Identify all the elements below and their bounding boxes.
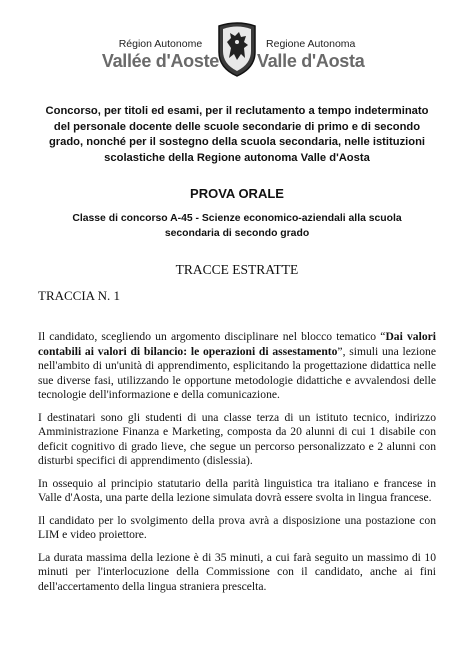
- trace-number: TRACCIA N. 1: [38, 288, 120, 303]
- logo-italian-small: Regione Autonoma: [266, 38, 356, 50]
- competition-class: Classe di concorso A-45 - Scienze economico-aziendali alla scuola secondaria di secondo grado: [72, 213, 402, 239]
- paragraph-4: Il candidato per lo svolgimento della prova avrà a disposizione una postazione con LIM e video proiettore.: [38, 513, 436, 541]
- paragraph-3: In ossequio al principio statutario della parità linguistica tra italiano e francese in Valle d'Aosta, una parte della lezione simulata dovrà essere svolta in lingua francese.: [38, 476, 436, 504]
- trace-body: [38, 330, 436, 602]
- paragraph-1-start: Il candidato, scegliendo un argomento disciplinare nel blocco tematico “: [38, 330, 386, 343]
- logo-italian-big: Valle d'Aosta: [257, 51, 365, 71]
- logo-french-small: Région Autonome: [118, 38, 203, 50]
- logo-text-italian: [257, 38, 364, 71]
- region-logo: [0, 18, 474, 98]
- coat-of-arms-icon: [215, 18, 259, 78]
- logo-french-big: Vallée d'Aoste: [101, 51, 219, 71]
- paragraph-2: I destinatari sono gli studenti di una classe terza di un istituto tecnico, indirizzo Amministrazione Finanza e Marketing, composta da 20 alunni di cui 1 disabile con deficit cognitivo di grado lieve, che segue un percorso personalizzato e 2 alunni con disturbi specifici di apprendimento (dislessia).: [38, 410, 436, 467]
- paragraph-1-end: ”, simuli una lezione nell'ambito di un'unità di apprendimento, esplicitando la progettazione didattica nelle sue diverse fasi, utilizzando le opportune metodologie didattiche e avvalendosi delle tecnologie dell'informazione e della comunicazione.: [38, 344, 436, 401]
- exam-type: PROVA ORALE: [190, 186, 284, 201]
- section-title: TRACCE ESTRATTE: [175, 262, 299, 277]
- paragraph-5: La durata massima della lezione è di 35 minuti, a cui farà seguito un massimo di 10 minuti per l'interlocuzione della Commissione con il candidato, anche ai fini dell'accertamento della lingua straniera prescelta.: [38, 550, 436, 593]
- thematic-block: Dai valori contabili ai valori di bilancio: le operazioni di assestamento: [38, 330, 436, 358]
- logo-text-french: [102, 38, 219, 71]
- competition-title: Concorso, per titoli ed esami, per il reclutamento a tempo indeterminato del personale docente delle scuole secondarie di primo e di secondo grado, nonché per il sostegno della scuola secondaria, nelle istituzioni scolastiche della Regione autonoma Valle d'Aosta: [45, 105, 429, 164]
- paragraph-1: [38, 330, 436, 403]
